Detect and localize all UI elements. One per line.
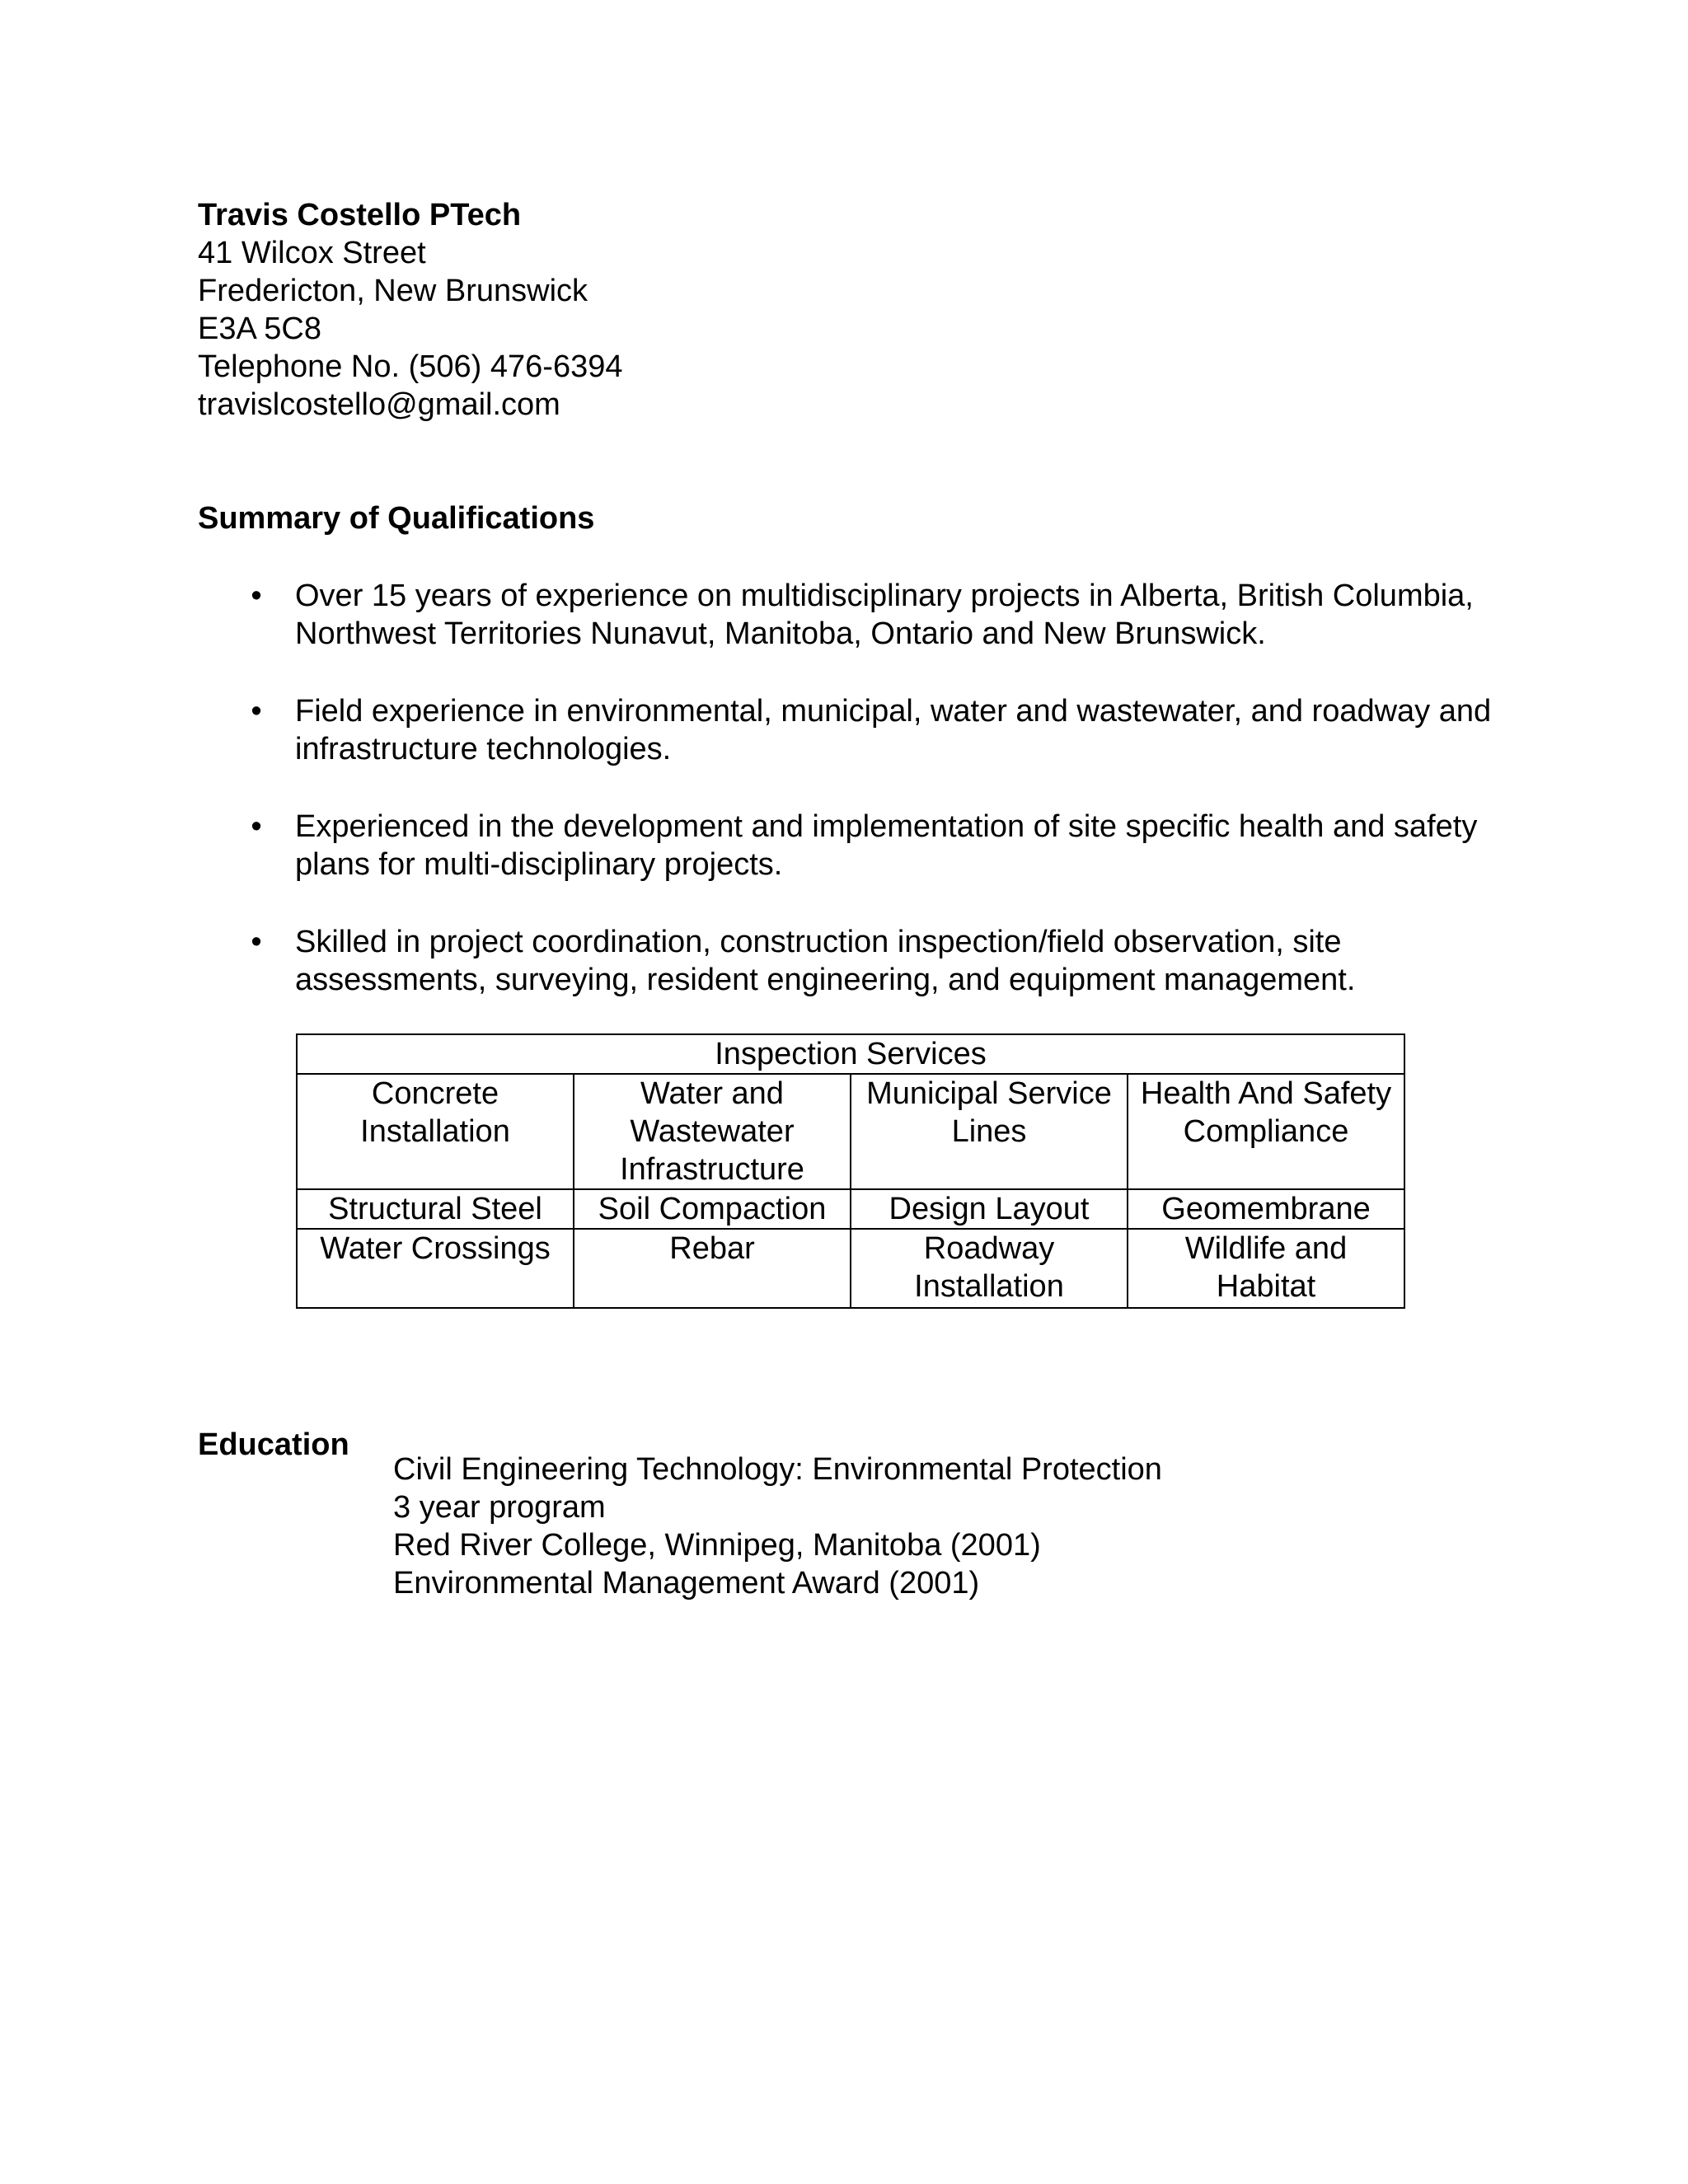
table-cell: Soil Compaction	[574, 1189, 851, 1229]
city-province: Fredericton, New Brunswick	[198, 274, 588, 308]
list-item	[198, 808, 1533, 883]
education-line: Environmental Management Award (2001)	[393, 1566, 980, 1601]
qualifications-list	[198, 577, 1533, 1038]
table-cell: Concrete Installation	[297, 1074, 574, 1189]
table-row	[297, 1189, 1404, 1229]
bullet-icon: •	[251, 925, 262, 959]
table-cell: Wildlife and Habitat	[1128, 1229, 1404, 1308]
bullet-icon: •	[251, 809, 262, 844]
table-cell: Health And Safety Compliance	[1128, 1074, 1404, 1189]
list-item	[198, 923, 1533, 999]
table-row	[297, 1229, 1404, 1308]
list-item-text: Field experience in environmental, municipal, water and wastewater, and roadway and infrastructure technologies.	[295, 694, 1492, 766]
table-cell: Water Crossings	[297, 1229, 574, 1308]
applicant-name: Travis Costello PTech	[198, 198, 522, 232]
table-row	[297, 1074, 1404, 1189]
education-block	[393, 1451, 1465, 1602]
education-line: Civil Engineering Technology: Environmental Protection	[393, 1452, 1162, 1487]
bullet-icon: •	[251, 694, 262, 729]
table-cell: Rebar	[574, 1229, 851, 1308]
email: travislcostello@gmail.com	[198, 387, 560, 422]
education-line: 3 year program	[393, 1490, 606, 1525]
table-cell: Structural Steel	[297, 1189, 574, 1229]
bullet-icon: •	[251, 579, 262, 613]
table-cell: Municipal Service Lines	[851, 1074, 1128, 1189]
table-cell: Geomembrane	[1128, 1189, 1404, 1229]
table-header-row	[297, 1034, 1404, 1074]
list-item-text: Skilled in project coordination, construction inspection/field observation, site assessments, surveying, resident engineering, and equipment management.	[295, 925, 1356, 997]
list-item-text: Over 15 years of experience on multidisciplinary projects in Alberta, British Columbia, Northwest Territories Nunavut, Manitoba, Ontario and New Brunswick.	[295, 579, 1474, 651]
summary-heading: Summary of Qualifications	[198, 501, 595, 536]
list-item	[198, 577, 1533, 653]
list-item	[198, 692, 1533, 768]
telephone: Telephone No. (506) 476-6394	[198, 349, 623, 384]
table-cell: Roadway Installation	[851, 1229, 1128, 1308]
education-heading: Education	[198, 1427, 349, 1462]
street-address: 41 Wilcox Street	[198, 236, 426, 270]
table-header: Inspection Services	[297, 1034, 1404, 1074]
postal-code: E3A 5C8	[198, 312, 321, 346]
contact-block	[198, 196, 1352, 424]
list-item-text: Experienced in the development and implementation of site specific health and safety plans for multi-disciplinary projects.	[295, 809, 1478, 882]
table-cell: Design Layout	[851, 1189, 1128, 1229]
table-cell: Water and Wastewater Infrastructure	[574, 1074, 851, 1189]
inspection-services-table	[296, 1033, 1405, 1309]
education-line: Red River College, Winnipeg, Manitoba (2001)	[393, 1528, 1041, 1563]
